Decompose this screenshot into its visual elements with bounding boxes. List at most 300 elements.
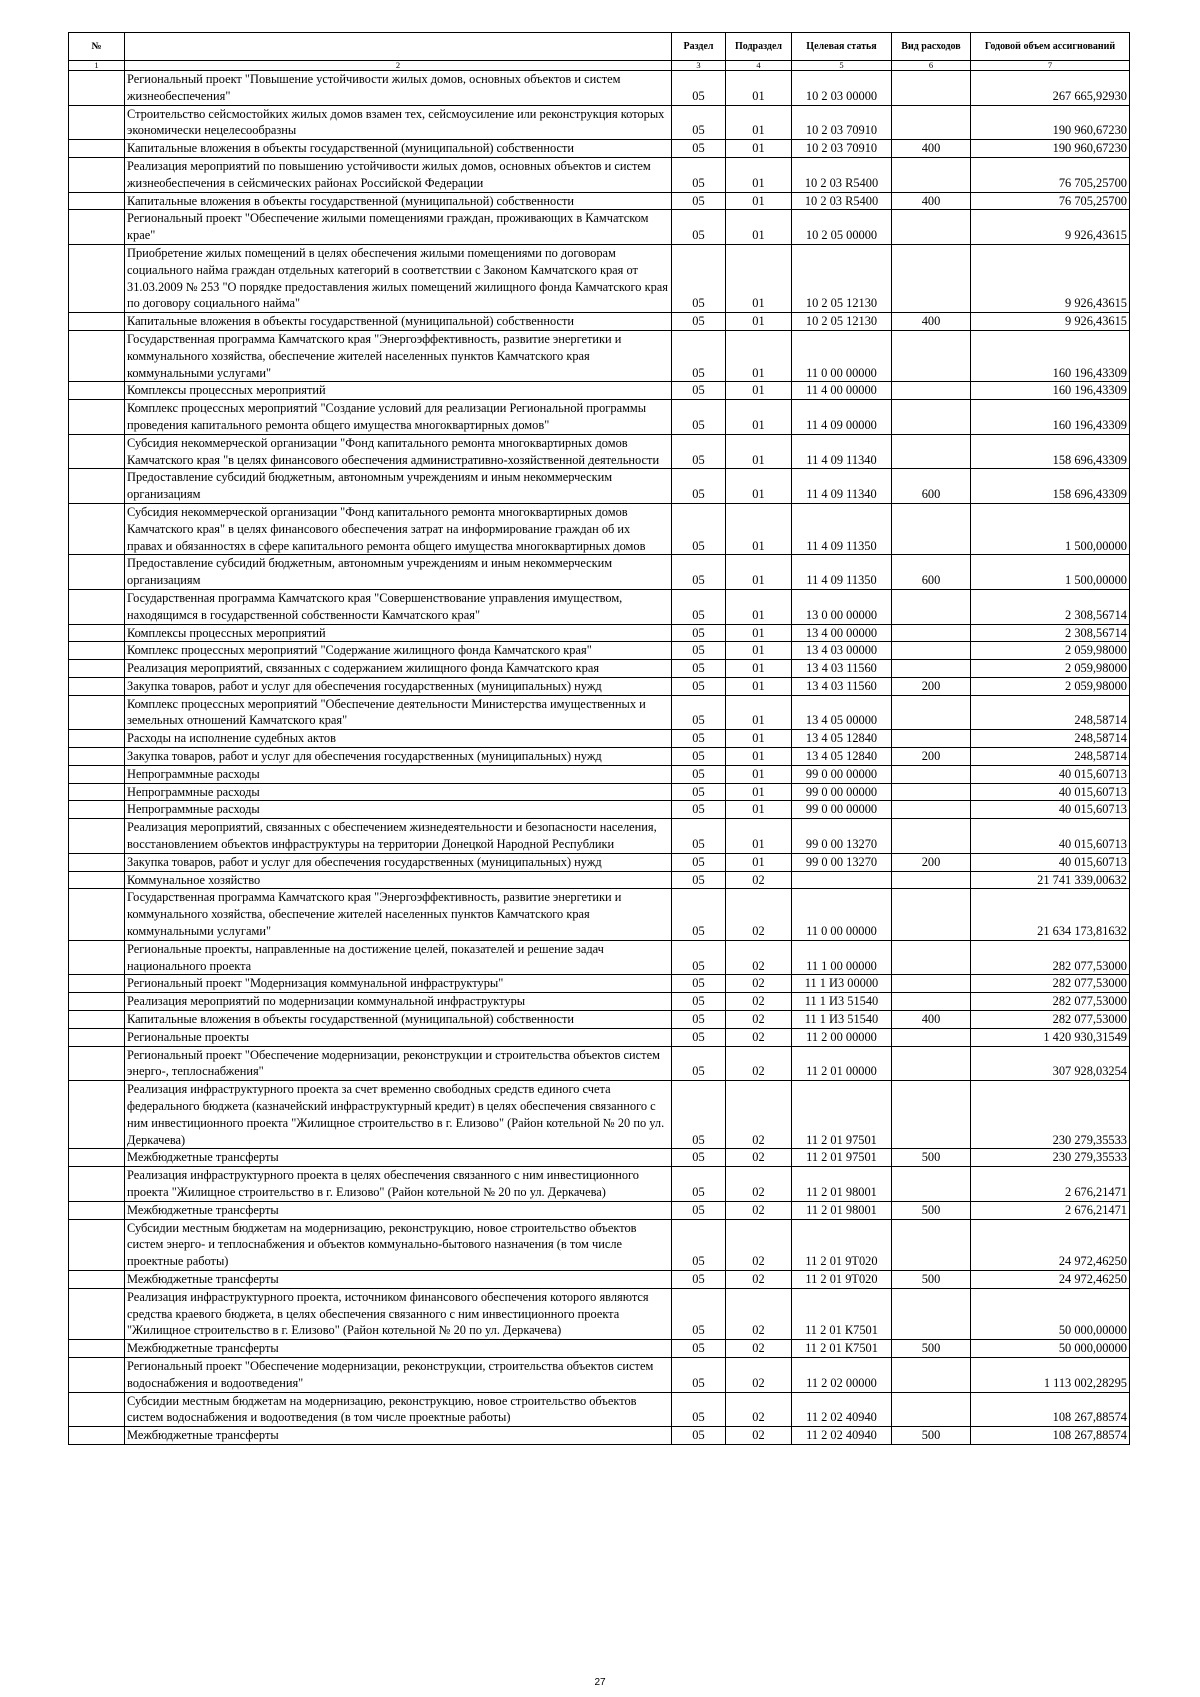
row-razdel-cell: 05 xyxy=(672,853,726,871)
row-amount-cell: 248,58714 xyxy=(971,695,1130,730)
row-name-cell: Капитальные вложения в объекты государственной (муниципальной) собственности xyxy=(125,1011,672,1029)
budget-table xyxy=(68,32,1130,1445)
table-row xyxy=(69,1149,1130,1167)
row-amount-cell: 2 676,21471 xyxy=(971,1201,1130,1219)
row-razdel-cell: 05 xyxy=(672,1028,726,1046)
row-target-article-cell: 11 0 00 00000 xyxy=(792,330,892,381)
row-razdel-cell: 05 xyxy=(672,940,726,975)
row-target-article-cell xyxy=(792,871,892,889)
table-row xyxy=(69,1288,1130,1339)
row-expense-type-cell xyxy=(892,993,971,1011)
row-razdel-cell: 05 xyxy=(672,382,726,400)
row-name-cell: Закупка товаров, работ и услуг для обеспечения государственных (муниципальных) нужд xyxy=(125,748,672,766)
row-name-cell: Субсидия некоммерческой организации "Фонд капитального ремонта многоквартирных домов Камчатского края" в целях финансового обеспечения затрат на информирование граждан об их правах и обязанностях в сфере капитального ремонта общего имущества многоквартирных домов xyxy=(125,503,672,554)
row-number-cell xyxy=(69,748,125,766)
row-podrazdel-cell: 01 xyxy=(726,330,792,381)
row-target-article-cell: 11 2 01 К7501 xyxy=(792,1340,892,1358)
row-number-cell xyxy=(69,1219,125,1270)
table-row xyxy=(69,244,1130,312)
table-row xyxy=(69,695,1130,730)
row-amount-cell: 307 928,03254 xyxy=(971,1046,1130,1081)
row-name-cell: Закупка товаров, работ и услуг для обеспечения государственных (муниципальных) нужд xyxy=(125,853,672,871)
row-expense-type-cell: 400 xyxy=(892,140,971,158)
row-amount-cell: 108 267,88574 xyxy=(971,1427,1130,1445)
row-target-article-cell: 11 1 00 00000 xyxy=(792,940,892,975)
row-expense-type-cell: 200 xyxy=(892,677,971,695)
row-expense-type-cell: 400 xyxy=(892,192,971,210)
row-target-article-cell: 10 2 03 R5400 xyxy=(792,157,892,192)
header-podrazdel: Подраздел xyxy=(726,33,792,61)
table-row xyxy=(69,765,1130,783)
row-name-cell: Непрограммные расходы xyxy=(125,765,672,783)
table-row xyxy=(69,889,1130,940)
row-number-cell xyxy=(69,642,125,660)
row-name-cell: Коммунальное хозяйство xyxy=(125,871,672,889)
row-name-cell: Закупка товаров, работ и услуг для обеспечения государственных (муниципальных) нужд xyxy=(125,677,672,695)
row-razdel-cell: 05 xyxy=(672,589,726,624)
row-expense-type-cell xyxy=(892,434,971,469)
row-expense-type-cell: 500 xyxy=(892,1270,971,1288)
row-target-article-cell: 10 2 05 00000 xyxy=(792,210,892,245)
row-podrazdel-cell: 02 xyxy=(726,1011,792,1029)
row-amount-cell: 282 077,53000 xyxy=(971,1011,1130,1029)
row-number-cell xyxy=(69,819,125,854)
row-name-cell: Региональный проект "Обеспечение жилыми помещениями граждан, проживающих в Камчатском крае" xyxy=(125,210,672,245)
row-number-cell xyxy=(69,1167,125,1202)
row-razdel-cell: 05 xyxy=(672,1081,726,1149)
row-podrazdel-cell: 02 xyxy=(726,1270,792,1288)
row-amount-cell: 267 665,92930 xyxy=(971,71,1130,106)
row-amount-cell: 108 267,88574 xyxy=(971,1392,1130,1427)
row-amount-cell: 160 196,43309 xyxy=(971,382,1130,400)
row-amount-cell: 24 972,46250 xyxy=(971,1219,1130,1270)
row-target-article-cell: 13 4 03 00000 xyxy=(792,642,892,660)
row-podrazdel-cell: 02 xyxy=(726,1201,792,1219)
row-expense-type-cell: 500 xyxy=(892,1149,971,1167)
row-razdel-cell: 05 xyxy=(672,1201,726,1219)
row-podrazdel-cell: 02 xyxy=(726,1392,792,1427)
row-amount-cell: 1 500,00000 xyxy=(971,503,1130,554)
row-target-article-cell: 99 0 00 00000 xyxy=(792,765,892,783)
row-target-article-cell: 11 2 01 00000 xyxy=(792,1046,892,1081)
row-target-article-cell: 99 0 00 00000 xyxy=(792,801,892,819)
row-name-cell: Реализация инфраструктурного проекта за счет временно свободных средств единого счета федерального бюджета (казначейский инфраструктурный кредит) в целях обеспечения связанного с ним инвестиционного проекта "Жилищное строительство в г. Елизово" (Район котельной № 20 по ул. Деркачева) xyxy=(125,1081,672,1149)
row-name-cell: Реализация инфраструктурного проекта, источником финансового обеспечения которого являются средства краевого бюджета, в целях обеспечения связанного с ним инвестиционного проекта "Жилищное строительство в г. Елизово" (Район котельной № 20 по ул. Деркачева) xyxy=(125,1288,672,1339)
row-amount-cell: 40 015,60713 xyxy=(971,801,1130,819)
row-razdel-cell: 05 xyxy=(672,1011,726,1029)
row-name-cell: Реализация мероприятий, связанных с обеспечением жизнедеятельности и безопасности населения, восстановлением объектов инфраструктуры на территории Донецкой Народной Республики xyxy=(125,819,672,854)
row-number-cell xyxy=(69,1011,125,1029)
row-name-cell: Региональный проект "Обеспечение модернизации, реконструкции и строительства объектов систем энерго-, теплоснабжения" xyxy=(125,1046,672,1081)
row-expense-type-cell: 400 xyxy=(892,313,971,331)
row-amount-cell: 282 077,53000 xyxy=(971,993,1130,1011)
row-number-cell xyxy=(69,765,125,783)
row-target-article-cell: 10 2 03 70910 xyxy=(792,140,892,158)
column-number: 4 xyxy=(726,61,792,71)
row-razdel-cell: 05 xyxy=(672,330,726,381)
header-name xyxy=(125,33,672,61)
row-target-article-cell: 11 2 01 К7501 xyxy=(792,1288,892,1339)
row-expense-type-cell: 600 xyxy=(892,469,971,504)
row-amount-cell: 1 420 930,31549 xyxy=(971,1028,1130,1046)
row-number-cell xyxy=(69,1357,125,1392)
row-target-article-cell: 13 0 00 00000 xyxy=(792,589,892,624)
row-target-article-cell: 10 2 03 R5400 xyxy=(792,192,892,210)
table-row xyxy=(69,1201,1130,1219)
table-row xyxy=(69,157,1130,192)
row-razdel-cell: 05 xyxy=(672,1149,726,1167)
row-target-article-cell: 11 2 02 40940 xyxy=(792,1392,892,1427)
row-expense-type-cell: 500 xyxy=(892,1340,971,1358)
row-expense-type-cell xyxy=(892,157,971,192)
row-podrazdel-cell: 01 xyxy=(726,140,792,158)
row-razdel-cell: 05 xyxy=(672,765,726,783)
row-podrazdel-cell: 02 xyxy=(726,1340,792,1358)
row-podrazdel-cell: 02 xyxy=(726,1081,792,1149)
row-podrazdel-cell: 01 xyxy=(726,819,792,854)
row-amount-cell: 2 059,98000 xyxy=(971,660,1130,678)
row-expense-type-cell xyxy=(892,889,971,940)
row-podrazdel-cell: 02 xyxy=(726,1167,792,1202)
row-target-article-cell: 11 1 И3 51540 xyxy=(792,1011,892,1029)
row-expense-type-cell xyxy=(892,975,971,993)
row-name-cell: Комплекс процессных мероприятий "Содержание жилищного фонда Камчатского края" xyxy=(125,642,672,660)
row-number-cell xyxy=(69,730,125,748)
row-name-cell: Реализация мероприятий по модернизации коммунальной инфраструктуры xyxy=(125,993,672,1011)
row-expense-type-cell xyxy=(892,1392,971,1427)
header-number: № xyxy=(69,33,125,61)
row-razdel-cell: 05 xyxy=(672,1392,726,1427)
row-amount-cell: 158 696,43309 xyxy=(971,434,1130,469)
row-name-cell: Субсидии местным бюджетам на модернизацию, реконструкцию, новое строительство объектов систем водоснабжения и водоотведения (в том числе проектные работы) xyxy=(125,1392,672,1427)
row-amount-cell: 40 015,60713 xyxy=(971,783,1130,801)
row-amount-cell: 230 279,35533 xyxy=(971,1149,1130,1167)
row-number-cell xyxy=(69,555,125,590)
table-row xyxy=(69,801,1130,819)
row-name-cell: Комплексы процессных мероприятий xyxy=(125,624,672,642)
row-amount-cell: 248,58714 xyxy=(971,748,1130,766)
row-expense-type-cell xyxy=(892,1167,971,1202)
row-podrazdel-cell: 02 xyxy=(726,940,792,975)
row-number-cell xyxy=(69,330,125,381)
row-amount-cell: 160 196,43309 xyxy=(971,330,1130,381)
table-row xyxy=(69,1219,1130,1270)
row-target-article-cell: 13 4 05 12840 xyxy=(792,748,892,766)
row-name-cell: Реализация мероприятий, связанных с содержанием жилищного фонда Камчатского края xyxy=(125,660,672,678)
row-razdel-cell: 05 xyxy=(672,140,726,158)
table-row xyxy=(69,1392,1130,1427)
table-row xyxy=(69,1046,1130,1081)
row-razdel-cell: 05 xyxy=(672,313,726,331)
row-razdel-cell: 05 xyxy=(672,801,726,819)
table-row xyxy=(69,382,1130,400)
table-row xyxy=(69,624,1130,642)
column-number: 3 xyxy=(672,61,726,71)
header-razdel: Раздел xyxy=(672,33,726,61)
row-target-article-cell: 10 2 05 12130 xyxy=(792,244,892,312)
page-number: 27 xyxy=(594,1677,606,1688)
row-expense-type-cell xyxy=(892,1357,971,1392)
row-name-cell: Реализация мероприятий по повышению устойчивости жилых домов, основных объектов и систем жизнеобеспечения в сейсмических районах Российской Федерации xyxy=(125,157,672,192)
row-amount-cell: 76 705,25700 xyxy=(971,192,1130,210)
row-amount-cell: 9 926,43615 xyxy=(971,210,1130,245)
row-target-article-cell: 11 0 00 00000 xyxy=(792,889,892,940)
row-target-article-cell: 11 4 09 11350 xyxy=(792,503,892,554)
row-number-cell xyxy=(69,1340,125,1358)
table-row xyxy=(69,210,1130,245)
row-target-article-cell: 10 2 05 12130 xyxy=(792,313,892,331)
row-razdel-cell: 05 xyxy=(672,730,726,748)
row-number-cell xyxy=(69,624,125,642)
row-target-article-cell: 11 1 И3 00000 xyxy=(792,975,892,993)
row-name-cell: Региональный проект "Обеспечение модернизации, реконструкции, строительства объектов систем водоснабжения и водоотведения" xyxy=(125,1357,672,1392)
row-razdel-cell: 05 xyxy=(672,783,726,801)
row-expense-type-cell xyxy=(892,695,971,730)
row-razdel-cell: 05 xyxy=(672,1340,726,1358)
row-name-cell: Расходы на исполнение судебных актов xyxy=(125,730,672,748)
header-target-article: Целевая статья xyxy=(792,33,892,61)
row-amount-cell: 50 000,00000 xyxy=(971,1340,1130,1358)
row-razdel-cell: 05 xyxy=(672,210,726,245)
row-podrazdel-cell: 01 xyxy=(726,624,792,642)
row-expense-type-cell xyxy=(892,400,971,435)
row-razdel-cell: 05 xyxy=(672,748,726,766)
table-row xyxy=(69,503,1130,554)
row-expense-type-cell xyxy=(892,1081,971,1149)
row-podrazdel-cell: 02 xyxy=(726,1219,792,1270)
row-podrazdel-cell: 02 xyxy=(726,1149,792,1167)
row-razdel-cell: 05 xyxy=(672,1219,726,1270)
row-razdel-cell: 05 xyxy=(672,157,726,192)
row-podrazdel-cell: 01 xyxy=(726,434,792,469)
row-amount-cell: 2 059,98000 xyxy=(971,642,1130,660)
row-amount-cell: 160 196,43309 xyxy=(971,400,1130,435)
column-number: 5 xyxy=(792,61,892,71)
row-podrazdel-cell: 01 xyxy=(726,660,792,678)
row-target-article-cell: 99 0 00 00000 xyxy=(792,783,892,801)
row-razdel-cell: 05 xyxy=(672,1357,726,1392)
row-expense-type-cell xyxy=(892,819,971,854)
table-row xyxy=(69,660,1130,678)
row-expense-type-cell xyxy=(892,765,971,783)
row-expense-type-cell xyxy=(892,801,971,819)
row-razdel-cell: 05 xyxy=(672,975,726,993)
table-row xyxy=(69,677,1130,695)
row-name-cell: Государственная программа Камчатского края "Энергоэффективность, развитие энергетики и коммунального хозяйства, обеспечение жителей населенных пунктов Камчатского края коммунальными услугами" xyxy=(125,330,672,381)
row-name-cell: Субсидия некоммерческой организации "Фонд капитального ремонта многоквартирных домов Камчатского края "в целях финансового обеспечения административно-хозяйственной деятельности xyxy=(125,434,672,469)
row-target-article-cell: 11 1 И3 51540 xyxy=(792,993,892,1011)
row-target-article-cell: 99 0 00 13270 xyxy=(792,819,892,854)
row-razdel-cell: 05 xyxy=(672,1427,726,1445)
table-row xyxy=(69,313,1130,331)
row-name-cell: Капитальные вложения в объекты государственной (муниципальной) собственности xyxy=(125,313,672,331)
row-number-cell xyxy=(69,140,125,158)
table-row xyxy=(69,871,1130,889)
row-name-cell: Приобретение жилых помещений в целях обеспечения жилыми помещениями по договорам социального найма граждан отдельных категорий в соответствии с Законом Камчатского края от 31.03.2009 № 253 "О порядке предоставления жилых помещений жилищного фонда Камчатского края по договору социального найма" xyxy=(125,244,672,312)
row-podrazdel-cell: 01 xyxy=(726,244,792,312)
column-number: 2 xyxy=(125,61,672,71)
row-name-cell: Непрограммные расходы xyxy=(125,783,672,801)
row-number-cell xyxy=(69,157,125,192)
row-number-cell xyxy=(69,975,125,993)
row-name-cell: Комплекс процессных мероприятий "Обеспечение деятельности Министерства имущественных и земельных отношений Камчатского края" xyxy=(125,695,672,730)
row-podrazdel-cell: 01 xyxy=(726,730,792,748)
row-amount-cell: 230 279,35533 xyxy=(971,1081,1130,1149)
table-row xyxy=(69,589,1130,624)
row-razdel-cell: 05 xyxy=(672,1270,726,1288)
row-razdel-cell: 05 xyxy=(672,244,726,312)
row-podrazdel-cell: 01 xyxy=(726,503,792,554)
row-name-cell: Капитальные вложения в объекты государственной (муниципальной) собственности xyxy=(125,192,672,210)
table-row xyxy=(69,1028,1130,1046)
row-number-cell xyxy=(69,1201,125,1219)
row-number-cell xyxy=(69,192,125,210)
row-number-cell xyxy=(69,1046,125,1081)
table-row xyxy=(69,330,1130,381)
row-name-cell: Комплексы процессных мероприятий xyxy=(125,382,672,400)
row-expense-type-cell xyxy=(892,642,971,660)
row-number-cell xyxy=(69,589,125,624)
row-target-article-cell: 13 4 00 00000 xyxy=(792,624,892,642)
row-amount-cell: 2 308,56714 xyxy=(971,624,1130,642)
row-expense-type-cell: 500 xyxy=(892,1427,971,1445)
row-amount-cell: 40 015,60713 xyxy=(971,819,1130,854)
row-name-cell: Межбюджетные трансферты xyxy=(125,1270,672,1288)
row-podrazdel-cell: 02 xyxy=(726,1427,792,1445)
row-number-cell xyxy=(69,503,125,554)
row-number-cell xyxy=(69,1288,125,1339)
row-razdel-cell: 05 xyxy=(672,871,726,889)
row-target-article-cell: 13 4 03 11560 xyxy=(792,677,892,695)
row-name-cell: Региональный проект "Модернизация коммунальной инфраструктуры" xyxy=(125,975,672,993)
table-row xyxy=(69,783,1130,801)
row-number-cell xyxy=(69,313,125,331)
row-name-cell: Региональные проекты xyxy=(125,1028,672,1046)
row-target-article-cell: 11 4 00 00000 xyxy=(792,382,892,400)
row-amount-cell: 158 696,43309 xyxy=(971,469,1130,504)
row-number-cell xyxy=(69,1081,125,1149)
row-target-article-cell: 99 0 00 13270 xyxy=(792,853,892,871)
row-number-cell xyxy=(69,105,125,140)
row-podrazdel-cell: 01 xyxy=(726,382,792,400)
row-razdel-cell: 05 xyxy=(672,1167,726,1202)
row-podrazdel-cell: 01 xyxy=(726,642,792,660)
row-name-cell: Предоставление субсидий бюджетным, автономным учреждениям и иным некоммерческим организациям xyxy=(125,469,672,504)
row-razdel-cell: 05 xyxy=(672,889,726,940)
row-number-cell xyxy=(69,71,125,106)
row-target-article-cell: 13 4 05 12840 xyxy=(792,730,892,748)
row-razdel-cell: 05 xyxy=(672,677,726,695)
table-row xyxy=(69,975,1130,993)
row-razdel-cell: 05 xyxy=(672,469,726,504)
row-podrazdel-cell: 01 xyxy=(726,210,792,245)
row-expense-type-cell xyxy=(892,382,971,400)
row-target-article-cell: 11 4 09 11350 xyxy=(792,555,892,590)
row-podrazdel-cell: 01 xyxy=(726,853,792,871)
row-amount-cell: 40 015,60713 xyxy=(971,765,1130,783)
row-expense-type-cell xyxy=(892,71,971,106)
row-amount-cell: 2 308,56714 xyxy=(971,589,1130,624)
row-amount-cell: 24 972,46250 xyxy=(971,1270,1130,1288)
row-expense-type-cell xyxy=(892,1046,971,1081)
row-expense-type-cell xyxy=(892,244,971,312)
row-target-article-cell: 13 4 05 00000 xyxy=(792,695,892,730)
row-podrazdel-cell: 01 xyxy=(726,157,792,192)
row-expense-type-cell xyxy=(892,1288,971,1339)
row-target-article-cell: 11 2 01 97501 xyxy=(792,1081,892,1149)
table-row xyxy=(69,192,1130,210)
row-number-cell xyxy=(69,1427,125,1445)
row-name-cell: Межбюджетные трансферты xyxy=(125,1427,672,1445)
row-podrazdel-cell: 01 xyxy=(726,695,792,730)
row-number-cell xyxy=(69,660,125,678)
table-header-row xyxy=(69,33,1130,61)
row-name-cell: Реализация инфраструктурного проекта в целях обеспечения связанного с ним инвестиционного проекта "Жилищное строительство в г. Елизово" (Район котельной № 20 по ул. Деркачева) xyxy=(125,1167,672,1202)
row-number-cell xyxy=(69,940,125,975)
row-name-cell: Межбюджетные трансферты xyxy=(125,1340,672,1358)
table-row xyxy=(69,642,1130,660)
header-expense-type: Вид расходов xyxy=(892,33,971,61)
table-row xyxy=(69,1167,1130,1202)
row-number-cell xyxy=(69,469,125,504)
row-podrazdel-cell: 01 xyxy=(726,589,792,624)
row-podrazdel-cell: 02 xyxy=(726,1357,792,1392)
row-name-cell: Комплекс процессных мероприятий "Создание условий для реализации Региональной программы проведения капитального ремонта общего имущества многоквартирных домов" xyxy=(125,400,672,435)
row-razdel-cell: 05 xyxy=(672,993,726,1011)
row-target-article-cell: 11 2 02 00000 xyxy=(792,1357,892,1392)
row-expense-type-cell xyxy=(892,1219,971,1270)
row-expense-type-cell: 200 xyxy=(892,748,971,766)
row-podrazdel-cell: 01 xyxy=(726,555,792,590)
table-row xyxy=(69,469,1130,504)
row-razdel-cell: 05 xyxy=(672,642,726,660)
table-row xyxy=(69,1081,1130,1149)
row-expense-type-cell: 500 xyxy=(892,1201,971,1219)
row-amount-cell: 2 676,21471 xyxy=(971,1167,1130,1202)
row-podrazdel-cell: 01 xyxy=(726,801,792,819)
row-razdel-cell: 05 xyxy=(672,1288,726,1339)
table-row xyxy=(69,819,1130,854)
row-razdel-cell: 05 xyxy=(672,400,726,435)
row-target-article-cell: 11 2 01 97501 xyxy=(792,1149,892,1167)
table-row xyxy=(69,1011,1130,1029)
table-row xyxy=(69,434,1130,469)
row-razdel-cell: 05 xyxy=(672,503,726,554)
row-podrazdel-cell: 02 xyxy=(726,889,792,940)
row-razdel-cell: 05 xyxy=(672,695,726,730)
row-podrazdel-cell: 01 xyxy=(726,105,792,140)
row-number-cell xyxy=(69,382,125,400)
row-name-cell: Межбюджетные трансферты xyxy=(125,1201,672,1219)
row-razdel-cell: 05 xyxy=(672,1046,726,1081)
row-number-cell xyxy=(69,801,125,819)
column-number: 1 xyxy=(69,61,125,71)
row-number-cell xyxy=(69,400,125,435)
header-annual-volume: Годовой объем ассигнований xyxy=(971,33,1130,61)
row-expense-type-cell xyxy=(892,660,971,678)
table-row xyxy=(69,940,1130,975)
row-number-cell xyxy=(69,783,125,801)
row-expense-type-cell xyxy=(892,783,971,801)
row-podrazdel-cell: 01 xyxy=(726,313,792,331)
row-podrazdel-cell: 01 xyxy=(726,765,792,783)
row-expense-type-cell xyxy=(892,210,971,245)
row-amount-cell: 2 059,98000 xyxy=(971,677,1130,695)
row-expense-type-cell xyxy=(892,330,971,381)
row-razdel-cell: 05 xyxy=(672,192,726,210)
row-razdel-cell: 05 xyxy=(672,660,726,678)
row-target-article-cell: 10 2 03 70910 xyxy=(792,105,892,140)
